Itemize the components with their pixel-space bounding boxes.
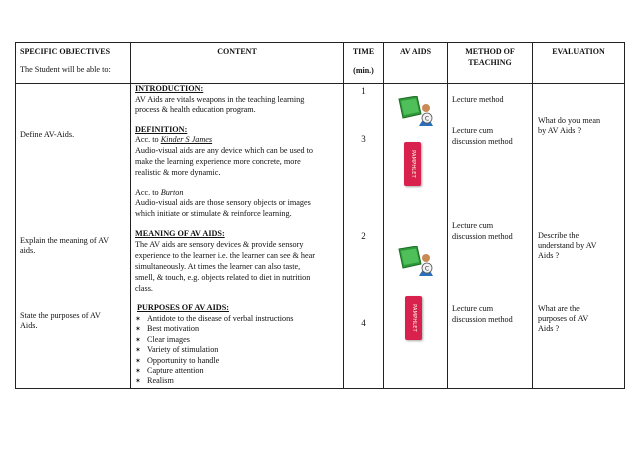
meaning-line4: smell, & touch, e.g. objects related to diet in nutrition bbox=[135, 273, 311, 282]
pamphlet-icon bbox=[404, 142, 421, 186]
meaning-line5: class. bbox=[135, 284, 153, 293]
method-lecture: Lecture method bbox=[452, 95, 504, 104]
header-method-line1: METHOD OF bbox=[465, 47, 515, 56]
definition-source-2 bbox=[135, 188, 183, 199]
time-value: 3 bbox=[361, 134, 366, 144]
header-time: TIME bbox=[352, 47, 375, 56]
header-time-sub: (min.) bbox=[353, 66, 374, 75]
col-divider-3 bbox=[383, 42, 384, 389]
table-border-bottom bbox=[15, 388, 625, 389]
intro-text-line1: AV Aids are vitals weapons in the teaching learning bbox=[135, 95, 305, 104]
time-value: 1 bbox=[361, 86, 366, 96]
col-divider-1 bbox=[130, 42, 131, 389]
evaluation-q1-line1: What do you mean bbox=[538, 116, 601, 125]
evaluation-q1-line2: by AV Aids ? bbox=[538, 126, 582, 135]
pamphlet-icon bbox=[405, 296, 422, 340]
evaluation-q3-line2: purposes of AV bbox=[538, 314, 589, 323]
method-line1: Lecture cum bbox=[452, 221, 494, 230]
evaluation-q2-line3: Aids ? bbox=[538, 251, 560, 260]
header-content: CONTENT bbox=[217, 47, 257, 56]
definition2-line2: which initiate or stimulate & reinforce learning. bbox=[135, 209, 292, 218]
purposes-list bbox=[135, 314, 293, 387]
acc-prefix: Acc. to bbox=[135, 188, 161, 197]
header-evaluation: EVALUATION bbox=[552, 47, 605, 56]
list-item: ✶ Antidote to the disease of verbal instructions bbox=[135, 314, 293, 324]
method-line1: Lecture cum bbox=[452, 304, 494, 313]
intro-text-line2: process & health education program. bbox=[135, 105, 256, 114]
header-objectives: SPECIFIC OBJECTIVES bbox=[20, 47, 111, 56]
table-border-left bbox=[15, 42, 16, 389]
evaluation-q3-line3: Aids ? bbox=[538, 324, 560, 333]
author-name: Kinder S James bbox=[160, 135, 213, 144]
evaluation-q3-line1: What are the bbox=[538, 304, 580, 313]
objective-explain-line1: Explain the meaning of AV bbox=[20, 236, 109, 245]
definition1-line3: realistic & more dynamic. bbox=[135, 168, 221, 177]
definition-source-1 bbox=[135, 135, 212, 146]
list-item: ✶ Realism bbox=[135, 376, 293, 386]
svg-text:C: C bbox=[424, 115, 430, 123]
pamphlet-label: PAMPHLET bbox=[410, 304, 417, 332]
objective-state-line2: Aids. bbox=[20, 321, 38, 330]
intro-heading: INTRODUCTION: bbox=[135, 84, 204, 93]
method-line1: Lecture cum bbox=[452, 126, 494, 135]
list-item: ✶ Opportunity to handle bbox=[135, 356, 293, 366]
header-objectives-sub: The Student will be able to: bbox=[20, 65, 111, 74]
definition-heading: DEFINITION: bbox=[135, 125, 188, 134]
col-divider-5 bbox=[532, 42, 533, 389]
list-item: ✶ Variety of stimulation bbox=[135, 345, 293, 355]
pamphlet-label: PAMPHLET bbox=[409, 150, 416, 178]
list-item: ✶ Clear images bbox=[135, 335, 293, 345]
col-divider-4 bbox=[447, 42, 448, 389]
evaluation-q2-line2: understand by AV bbox=[538, 241, 597, 250]
list-item: ✶ Best motivation bbox=[135, 324, 293, 334]
objective-state-line1: State the purposes of AV bbox=[20, 311, 101, 320]
definition2-line1: Audio-visual aids are those sensory objects or images bbox=[135, 198, 311, 207]
svg-text:C: C bbox=[424, 265, 430, 273]
evaluation-q2-line1: Describe the bbox=[538, 231, 580, 240]
time-value: 4 bbox=[361, 318, 366, 328]
table-border-top bbox=[15, 42, 625, 43]
acc-prefix: Acc. to bbox=[135, 135, 161, 144]
table-header-divider bbox=[15, 83, 625, 84]
time-value: 2 bbox=[361, 231, 366, 241]
header-method-line2: TEACHING bbox=[468, 58, 512, 67]
objective-define: Define AV-Aids. bbox=[20, 130, 75, 139]
definition1-line1: Audio-visual aids are any device which can be used to bbox=[135, 146, 314, 155]
list-item: ✶ Capture attention bbox=[135, 366, 293, 376]
meaning-line3: simultaneously. At times the learner can also taste, bbox=[135, 262, 301, 271]
objective-explain-line2: aids. bbox=[20, 246, 36, 255]
author-name: Burton bbox=[160, 188, 184, 197]
method-line2: discussion method bbox=[452, 137, 513, 146]
meaning-line1: The AV aids are sensory devices & provide sensory bbox=[135, 240, 304, 249]
table-border-right bbox=[624, 42, 625, 389]
meaning-line2: experience to the learner i.e. the learner can see & hear bbox=[135, 251, 316, 260]
method-line2: discussion method bbox=[452, 232, 513, 241]
header-av-aids: AV AIDS bbox=[399, 47, 432, 56]
blackboard-teacher-icon bbox=[397, 246, 437, 278]
method-line2: discussion method bbox=[452, 315, 513, 324]
blackboard-teacher-icon bbox=[397, 96, 437, 128]
definition1-line2: make the learning experience more concrete, more bbox=[135, 157, 301, 166]
meaning-heading: MEANING OF AV AIDS: bbox=[135, 229, 225, 238]
purposes-heading: PURPOSES OF AV AIDS: bbox=[137, 303, 229, 312]
